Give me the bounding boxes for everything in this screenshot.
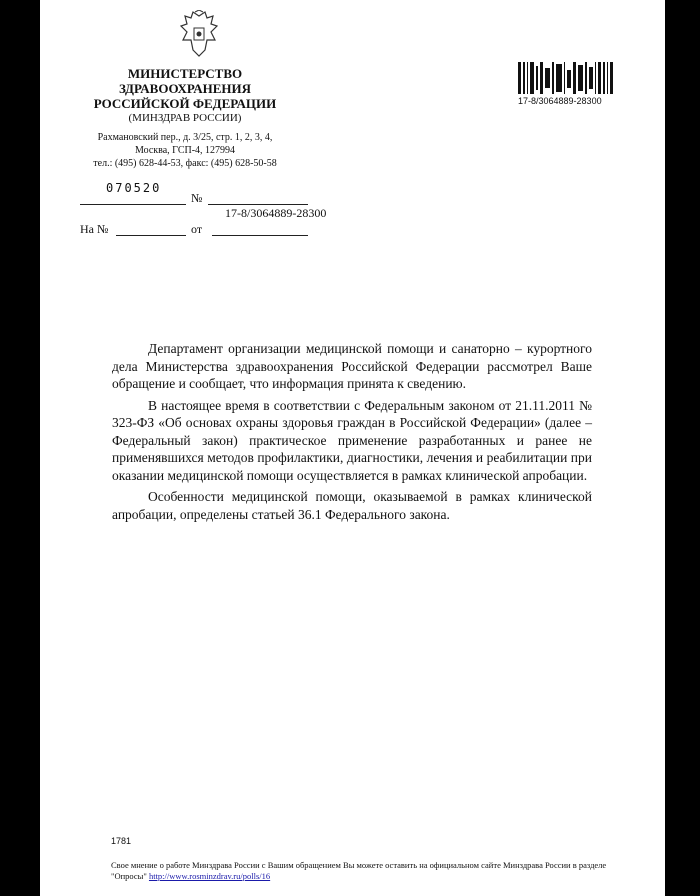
address-line-3: тел.: (495) 628-44-53, факс: (495) 628-50-58: [93, 158, 277, 169]
number-line: [208, 204, 308, 205]
number-label: №: [191, 191, 203, 205]
from-date-line: [212, 235, 308, 236]
body-paragraph-2: В настоящее время в соответствии с Федеральным законом от 21.11.2011 № 323-ФЗ «Об основах охраны здоровья граждан в Российской Федерации» (далее – Федеральный закон) практическое применение разработанных и ранее не применявшихся методов профилактики, диагностики, лечения и реабилитации при оказании медицинской помощи осуществляется в рамках клинической апробации.: [112, 397, 592, 483]
ministry-address: [70, 131, 300, 170]
document-code: 1781: [111, 836, 132, 846]
reply-number-line: [116, 235, 186, 236]
letter-body: [112, 340, 592, 527]
barcode-number: 17-8/3064889-28300: [518, 96, 602, 106]
org-line-1: МИНИСТЕРСТВО: [127, 66, 243, 81]
org-short-name: (МИНЗДРАВ РОССИИ): [128, 112, 242, 124]
from-label: от: [191, 222, 203, 236]
date-line: [80, 204, 186, 205]
document-page: [40, 0, 665, 896]
body-paragraph-1: Департамент организации медицинской помощи и санаторно – курортного дела Министерства здравоохранения Российской Федерации рассмотрел Ваше обращение и сообщает, что информация принята к сведению.: [112, 341, 592, 391]
body-paragraph-3: Особенности медицинской помощи, оказываемой в рамках клинической апробации, определены статьей 36.1 Федерального закона.: [112, 489, 592, 522]
barcode-icon: [518, 62, 614, 94]
registration-number: 17-8/3064889-28300: [225, 206, 327, 220]
address-line-2: Москва, ГСП-4, 127994: [134, 145, 236, 156]
coat-of-arms-emblem-icon: [177, 10, 221, 62]
ministry-name: [90, 66, 280, 126]
footer-text: Свое мнение о работе Минздрава России с Вашим обращением Вы можете оставить на официальном сайте Минздрава России в разделе "Опросы": [111, 860, 607, 881]
org-line-2: ЗДРАВООХРАНЕНИЯ: [118, 81, 251, 96]
polls-link[interactable]: http://www.rosminzdrav.ru/polls/16: [148, 871, 271, 881]
address-line-1: Рахмановский пер., д. 3/25, стр. 1, 2, 3, 4,: [97, 132, 273, 143]
footer-note: [111, 860, 631, 882]
date-stamp: 070520: [106, 181, 162, 195]
org-line-3: РОССИЙСКОЙ ФЕДЕРАЦИИ: [93, 96, 277, 111]
reply-number-label: На №: [80, 222, 109, 236]
